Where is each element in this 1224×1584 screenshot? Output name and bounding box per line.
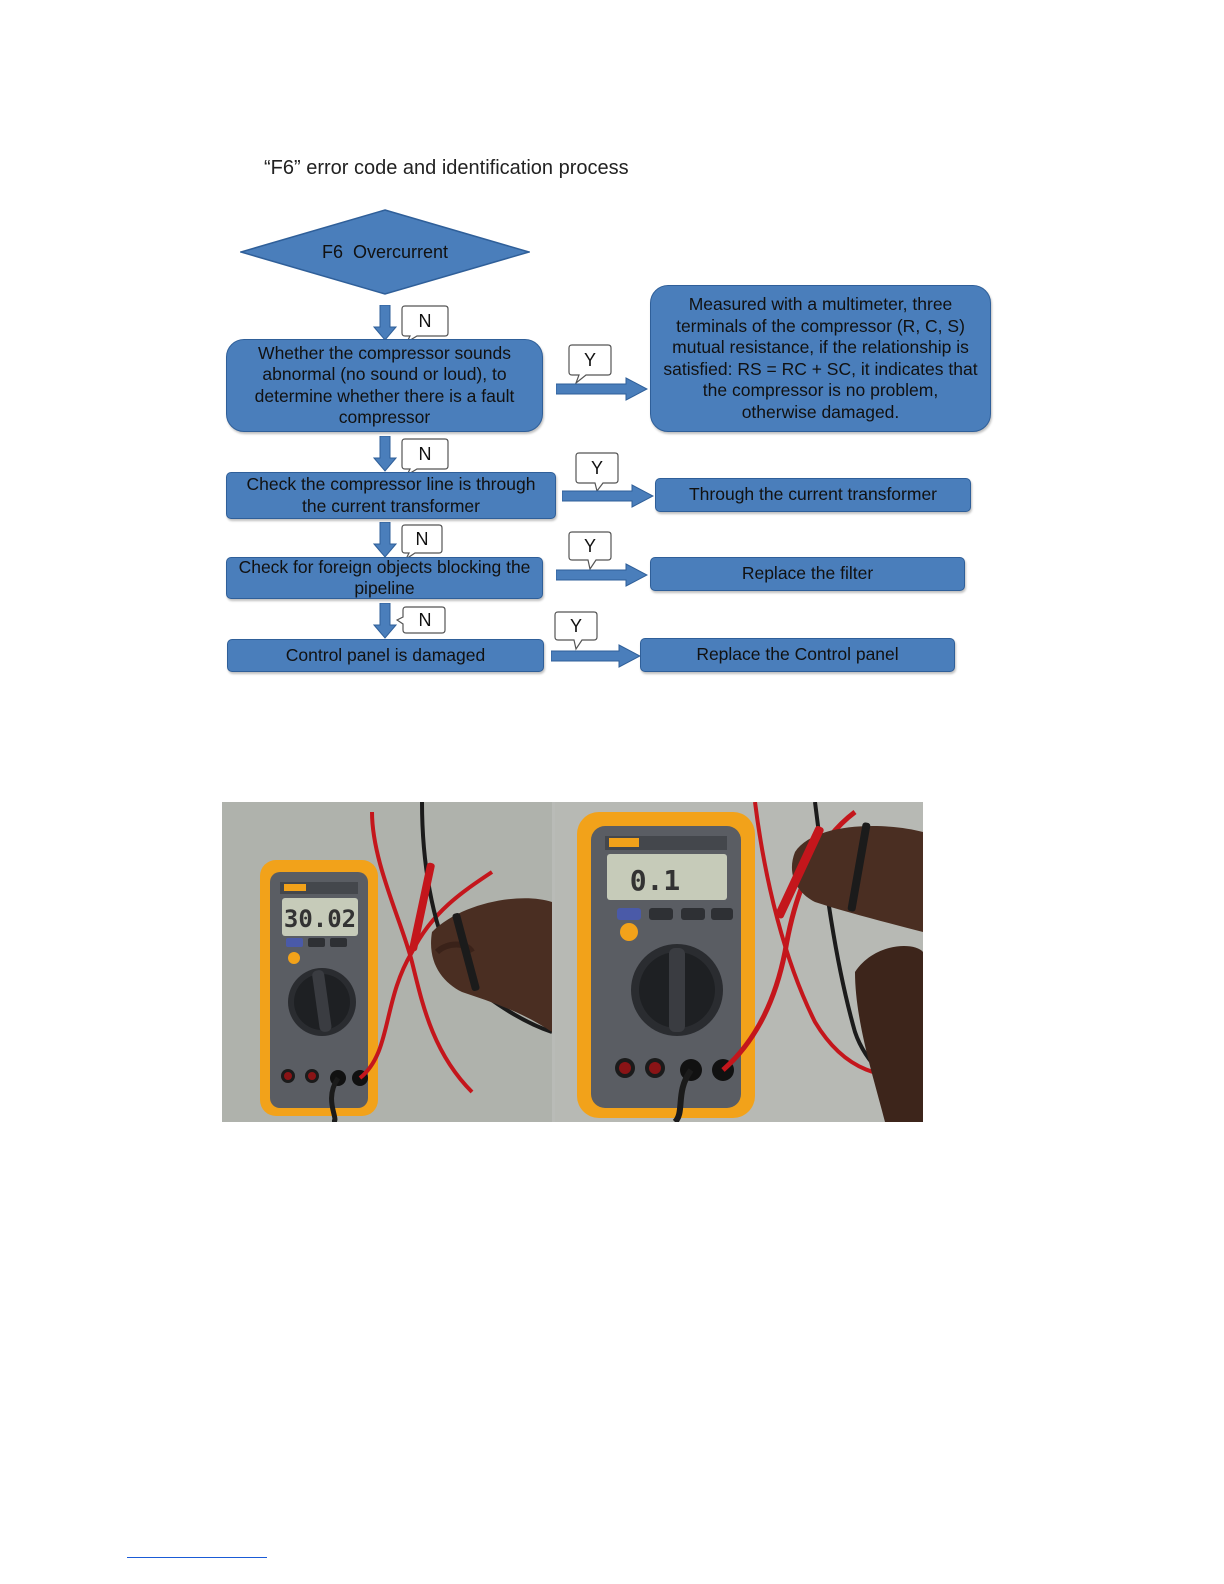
check-foreign-objects-box: Check for foreign objects blocking the pipeline bbox=[226, 557, 543, 599]
left-meter-display: 30.02 bbox=[283, 905, 357, 933]
check-current-transformer-box: Check the compressor line is through the current transformer bbox=[226, 472, 556, 519]
yes-callout: Y bbox=[575, 452, 619, 492]
decision-diamond-f6 bbox=[240, 209, 530, 295]
yes-callout: Y bbox=[568, 344, 612, 384]
right-arrow-icon bbox=[562, 484, 654, 508]
no-callout: N bbox=[401, 305, 449, 343]
measure-multimeter-box: Measured with a multimeter, three terminals of the compressor (R, C, S) mutual resistance, if the relationship is satisfied: RS = RC + SC, it indicates that the compressor is no problem, otherwise damaged. bbox=[650, 285, 991, 432]
multimeter-photo-right bbox=[555, 802, 923, 1122]
no-callout: N bbox=[401, 524, 443, 560]
right-arrow-icon bbox=[556, 563, 648, 587]
yes-callout: Y bbox=[554, 611, 598, 651]
yes-callout: Y bbox=[568, 531, 612, 571]
down-arrow-icon bbox=[373, 436, 397, 472]
replace-filter-box: Replace the filter bbox=[650, 557, 965, 591]
no-callout: N bbox=[396, 606, 446, 636]
page-title: “F6” error code and identification process bbox=[264, 157, 629, 179]
replace-control-panel-box: Replace the Control panel bbox=[640, 638, 955, 672]
multimeter-photo-left bbox=[222, 802, 552, 1122]
check-compressor-sound-box: Whether the compressor sounds abnormal (no sound or loud), to determine whether there is a fault compressor bbox=[226, 339, 543, 432]
right-arrow-icon bbox=[551, 644, 641, 668]
right-meter-display: 0.1 bbox=[629, 864, 681, 897]
no-callout: N bbox=[401, 438, 449, 476]
control-panel-damaged-box: Control panel is damaged bbox=[227, 639, 544, 672]
footnote-rule bbox=[127, 1557, 267, 1558]
down-arrow-icon bbox=[373, 603, 397, 639]
down-arrow-icon bbox=[373, 305, 397, 341]
down-arrow-icon bbox=[373, 522, 397, 558]
through-current-transformer-box: Through the current transformer bbox=[655, 478, 971, 512]
multimeter-photos bbox=[222, 802, 923, 1122]
start-label: F6 Overcurrent bbox=[321, 241, 449, 262]
right-arrow-icon bbox=[556, 377, 648, 401]
